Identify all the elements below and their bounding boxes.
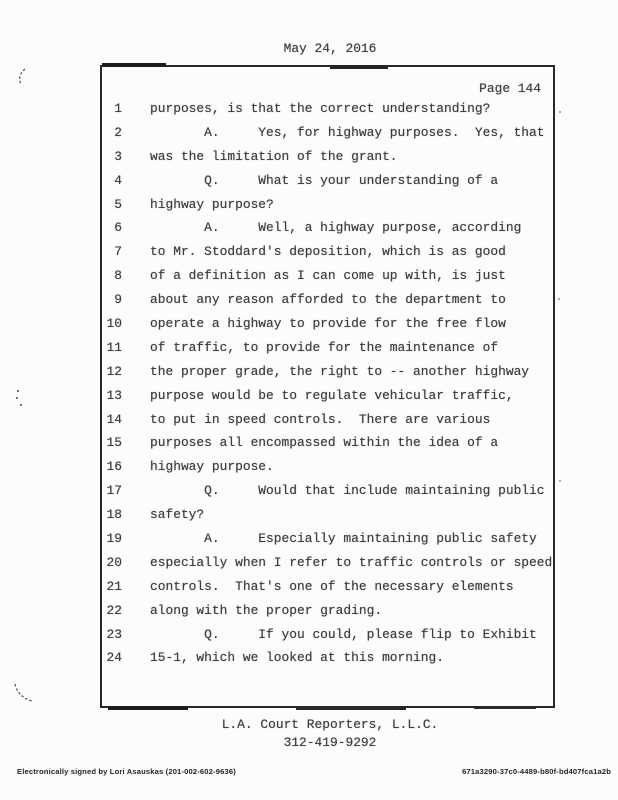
transcript-line	[102, 360, 553, 384]
transcript-line	[102, 384, 553, 408]
transcript-line	[102, 97, 553, 121]
transcript-line	[102, 408, 553, 432]
line-number: 21	[106, 578, 122, 594]
transcript-line	[102, 599, 553, 623]
line-text: highway purpose.	[150, 459, 274, 475]
scan-border-artifact	[330, 65, 388, 69]
transcript-line	[102, 288, 553, 312]
reporter-phone: 312-419-9292	[283, 734, 377, 750]
line-number: 16	[106, 459, 122, 475]
line-text: purpose would be to regulate vehicular traffic,	[150, 387, 514, 403]
transcript-line	[102, 527, 553, 551]
line-number: 18	[106, 507, 122, 523]
transcript-line	[102, 145, 553, 169]
line-text: Q. Would that include maintaining public	[150, 483, 545, 499]
line-text: operate a highway to provide for the free flow	[150, 316, 506, 332]
line-text: Q. If you could, please flip to Exhibit	[150, 626, 537, 642]
line-text: of a definition as I can come up with, is just	[150, 268, 506, 284]
line-text: the proper grade, the right to -- another highway	[150, 363, 530, 379]
scan-border-artifact	[102, 63, 166, 67]
transcript-line	[102, 312, 553, 336]
transcript-line	[102, 121, 553, 145]
document-id-stamp: 671a3290-37c0-4489-b80f-bd407fca1a2b	[462, 767, 611, 776]
line-number: 7	[114, 244, 122, 260]
line-text: safety?	[150, 507, 205, 523]
transcript-lines	[102, 97, 553, 670]
line-text: A. Well, a highway purpose, according	[150, 220, 522, 236]
line-text: of traffic, to provide for the maintenance of	[150, 339, 499, 355]
transcript-line	[102, 264, 553, 288]
transcript-line	[102, 479, 553, 503]
transcript-line	[102, 169, 553, 193]
transcript-line	[102, 216, 553, 240]
line-number: 24	[106, 650, 122, 666]
line-number: 6	[114, 220, 122, 236]
transcript-box	[100, 65, 555, 708]
line-number: 15	[106, 435, 122, 451]
line-number: 10	[106, 316, 122, 332]
line-text: A. Especially maintaining public safety	[150, 531, 537, 547]
scan-border-artifact	[474, 706, 536, 709]
line-number: 23	[106, 626, 122, 642]
scan-border-artifact	[296, 707, 406, 710]
page-number-label: Page 144	[479, 81, 541, 96]
transcript-line	[102, 455, 553, 479]
line-text: about any reason afforded to the department to	[150, 292, 506, 308]
line-text: controls. That's one of the necessary elements	[150, 578, 514, 594]
transcript-line	[102, 503, 553, 527]
transcript-line	[102, 240, 553, 264]
line-text: to put in speed controls. There are various	[150, 411, 491, 427]
line-number: 13	[106, 387, 122, 403]
reporter-name: L.A. Court Reporters, L.L.C.	[221, 717, 439, 732]
line-text: purposes all encompassed within the idea of a	[150, 435, 499, 451]
line-text: highway purpose?	[150, 196, 274, 212]
date-header: May 24, 2016	[283, 41, 377, 56]
line-number: 1	[114, 101, 122, 116]
line-number: 11	[106, 339, 122, 355]
line-number: 5	[114, 196, 122, 212]
line-text: along with the proper grading.	[150, 602, 383, 618]
line-number: 20	[106, 554, 122, 570]
line-number: 2	[114, 124, 122, 140]
line-number: 19	[106, 531, 122, 547]
line-number: 4	[114, 172, 122, 188]
signature-stamp: Electronically signed by Lori Asauskas (201-002-602-9636)	[17, 767, 236, 776]
line-number: 14	[106, 411, 122, 427]
transcript-line	[102, 575, 553, 599]
line-number: 17	[106, 483, 122, 499]
scan-border-artifact	[108, 706, 188, 710]
line-number: 9	[114, 292, 122, 308]
transcript-line	[102, 336, 553, 360]
line-text: was the limitation of the grant.	[150, 148, 398, 164]
line-text: A. Yes, for highway purposes. Yes, that	[150, 124, 545, 140]
transcript-line	[102, 623, 553, 647]
line-text: Q. What is your understanding of a	[150, 172, 499, 188]
transcript-line	[102, 431, 553, 455]
line-number: 3	[114, 148, 122, 164]
line-number: 22	[106, 602, 122, 618]
line-number: 12	[106, 363, 122, 379]
transcript-line	[102, 193, 553, 217]
transcript-line	[102, 551, 553, 575]
transcript-line	[102, 646, 553, 670]
line-number: 8	[114, 268, 122, 284]
line-text: 15-1, which we looked at this morning.	[150, 650, 444, 666]
line-text: especially when I refer to traffic controls or speed	[150, 554, 553, 570]
reporter-footer	[103, 716, 557, 751]
line-text: purposes, is that the correct understanding?	[150, 101, 491, 116]
line-text: to Mr. Stoddard's deposition, which is as good	[150, 244, 506, 260]
